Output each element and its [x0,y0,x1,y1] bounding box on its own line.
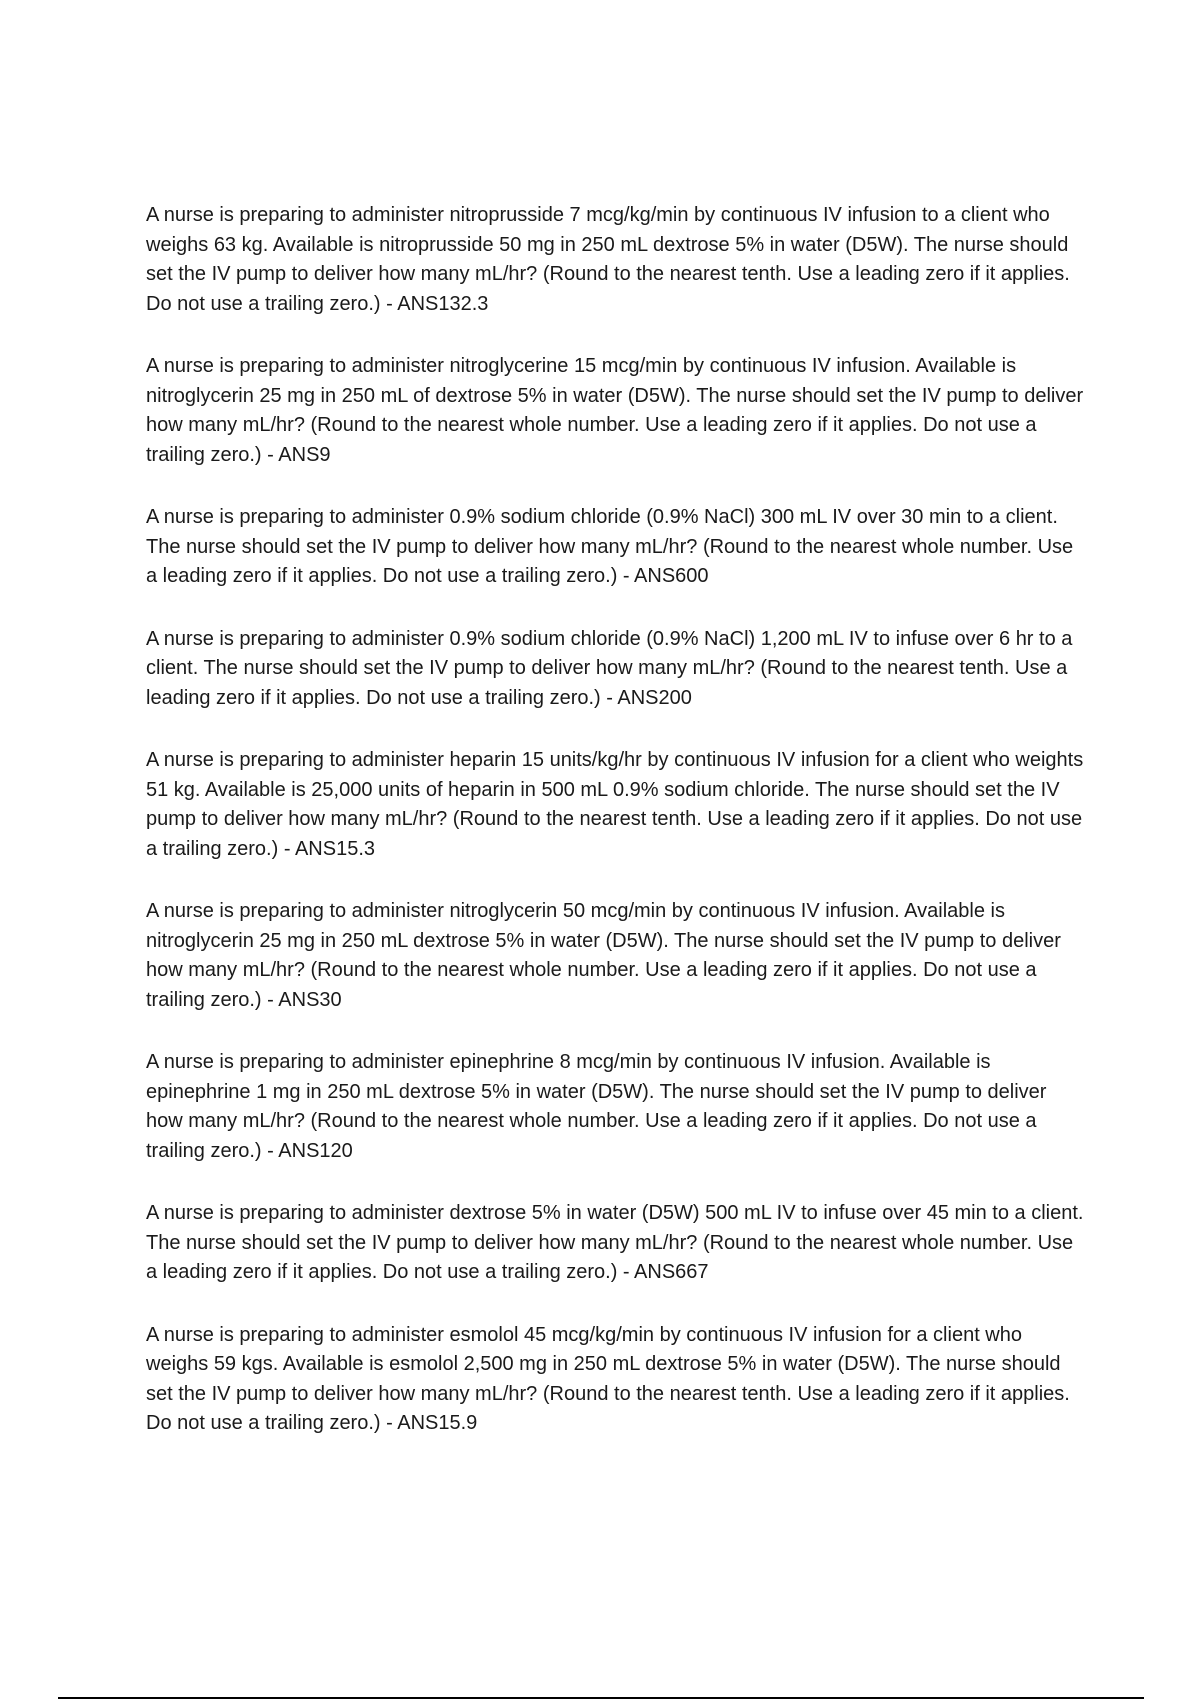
answer-value: 132.3 [438,292,489,315]
question-text: A nurse is preparing to administer nitroglycerine 15 mcg/min by continuous IV infusion. Available is nitroglycerin 25 mg in 250 mL of dextrose 5% in water (D5W). The nurse should set the IV pump to deliver how many mL/hr? (Round to the nearest whole number. Use a leading zero if it applies. Do not use a trailing zero.) [146,355,1084,466]
answer-value: 600 [675,565,709,587]
question-text: A nurse is preparing to administer heparin 15 units/kg/hr by continuous IV infusion for a client who weights 51 kg. Available is 25,000 units of heparin in 500 mL 0.9% sodium chloride. The nurse should set the IV pump to deliver how many mL/hr? (Round to the nearest tenth. Use a leading zero if it applies. Do not use a trailing zero.) [146,749,1084,860]
question-item [146,897,1086,1015]
answer-prefix: - ANS [600,686,659,709]
answer-value: 30 [319,988,342,1011]
question-item [146,201,1086,319]
question-item [146,1199,1086,1288]
question-text: A nurse is preparing to administer nitroglycerin 50 mcg/min by continuous IV infusion. Available is nitroglycerin 25 mg in 250 mL dextrose 5% in water (D5W). The nurse should set the IV pump to deliver how many mL/hr? (Round to the nearest whole number. Use a leading zero if it applies. Do not use a trailing zero.) [146,900,1061,1011]
answer-value: 15.3 [336,837,376,860]
answer-prefix: - ANS [261,443,320,466]
answer-prefix: - ANS [617,565,676,587]
answer-prefix: - ANS [261,1139,320,1162]
question-text: A nurse is preparing to administer epinephrine 8 mcg/min by continuous IV infusion. Available is epinephrine 1 mg in 250 mL dextrose 5% in water (D5W). The nurse should set the IV pump to deliver how many mL/hr? (Round to the nearest whole number. Use a leading zero if it applies. Do not use a trailing zero.) [146,1051,1047,1162]
answer-prefix: - ANS [380,1412,439,1434]
answer-value: 9 [319,443,331,466]
question-item [146,352,1086,470]
question-text: A nurse is preparing to administer nitroprusside 7 mcg/kg/min by continuous IV infusion to a client who weighs 63 kg. Available is nitroprusside 50 mg in 250 mL dextrose 5% in water (D5W). The nurse should set the IV pump to deliver how many mL/hr? (Round to the nearest tenth. Use a leading zero if it applies. Do not use a trailing zero.) [146,204,1070,315]
answer-value: 120 [319,1139,353,1162]
answer-value: 15.9 [438,1412,478,1434]
answer-value: 200 [658,686,692,709]
answer-prefix: - ANS [261,988,320,1011]
answer-prefix: - ANS [380,292,439,315]
question-item [146,1048,1086,1166]
question-item [146,503,1086,592]
question-item [146,625,1086,714]
question-item [146,1321,1086,1439]
question-text: A nurse is preparing to administer 0.9% sodium chloride (0.9% NaCl) 1,200 mL IV to infuse over 6 hr to a client. The nurse should set the IV pump to deliver how many mL/hr? (Round to the nearest tenth. Use a leading zero if it applies. Do not use a trailing zero.) [146,627,1073,709]
document-page [146,201,1086,1472]
question-text: A nurse is preparing to administer esmolol 45 mcg/kg/min by continuous IV infusion for a client who weighs 59 kgs. Available is esmolol 2,500 mg in 250 mL dextrose 5% in water (D5W). The nurse should set the IV pump to deliver how many mL/hr? (Round to the nearest tenth. Use a leading zero if it applies. Do not use a trailing zero.) [146,1323,1070,1434]
answer-value: 667 [675,1261,709,1283]
answer-prefix: - ANS [278,837,337,860]
question-text: A nurse is preparing to administer 0.9% sodium chloride (0.9% NaCl) 300 mL IV over 30 min to a client. The nurse should set the IV pump to deliver how many mL/hr? (Round to the nearest whole number. Use a leading zero if it applies. Do not use a trailing zero.) [146,506,1074,587]
question-text: A nurse is preparing to administer dextrose 5% in water (D5W) 500 mL IV to infuse over 45 min to a client. The nurse should set the IV pump to deliver how many mL/hr? (Round to the nearest whole number. Use a leading zero if it applies. Do not use a trailing zero.) [146,1202,1084,1283]
question-item [146,746,1086,864]
answer-prefix: - ANS [617,1261,676,1283]
footer-divider [58,1697,1144,1699]
